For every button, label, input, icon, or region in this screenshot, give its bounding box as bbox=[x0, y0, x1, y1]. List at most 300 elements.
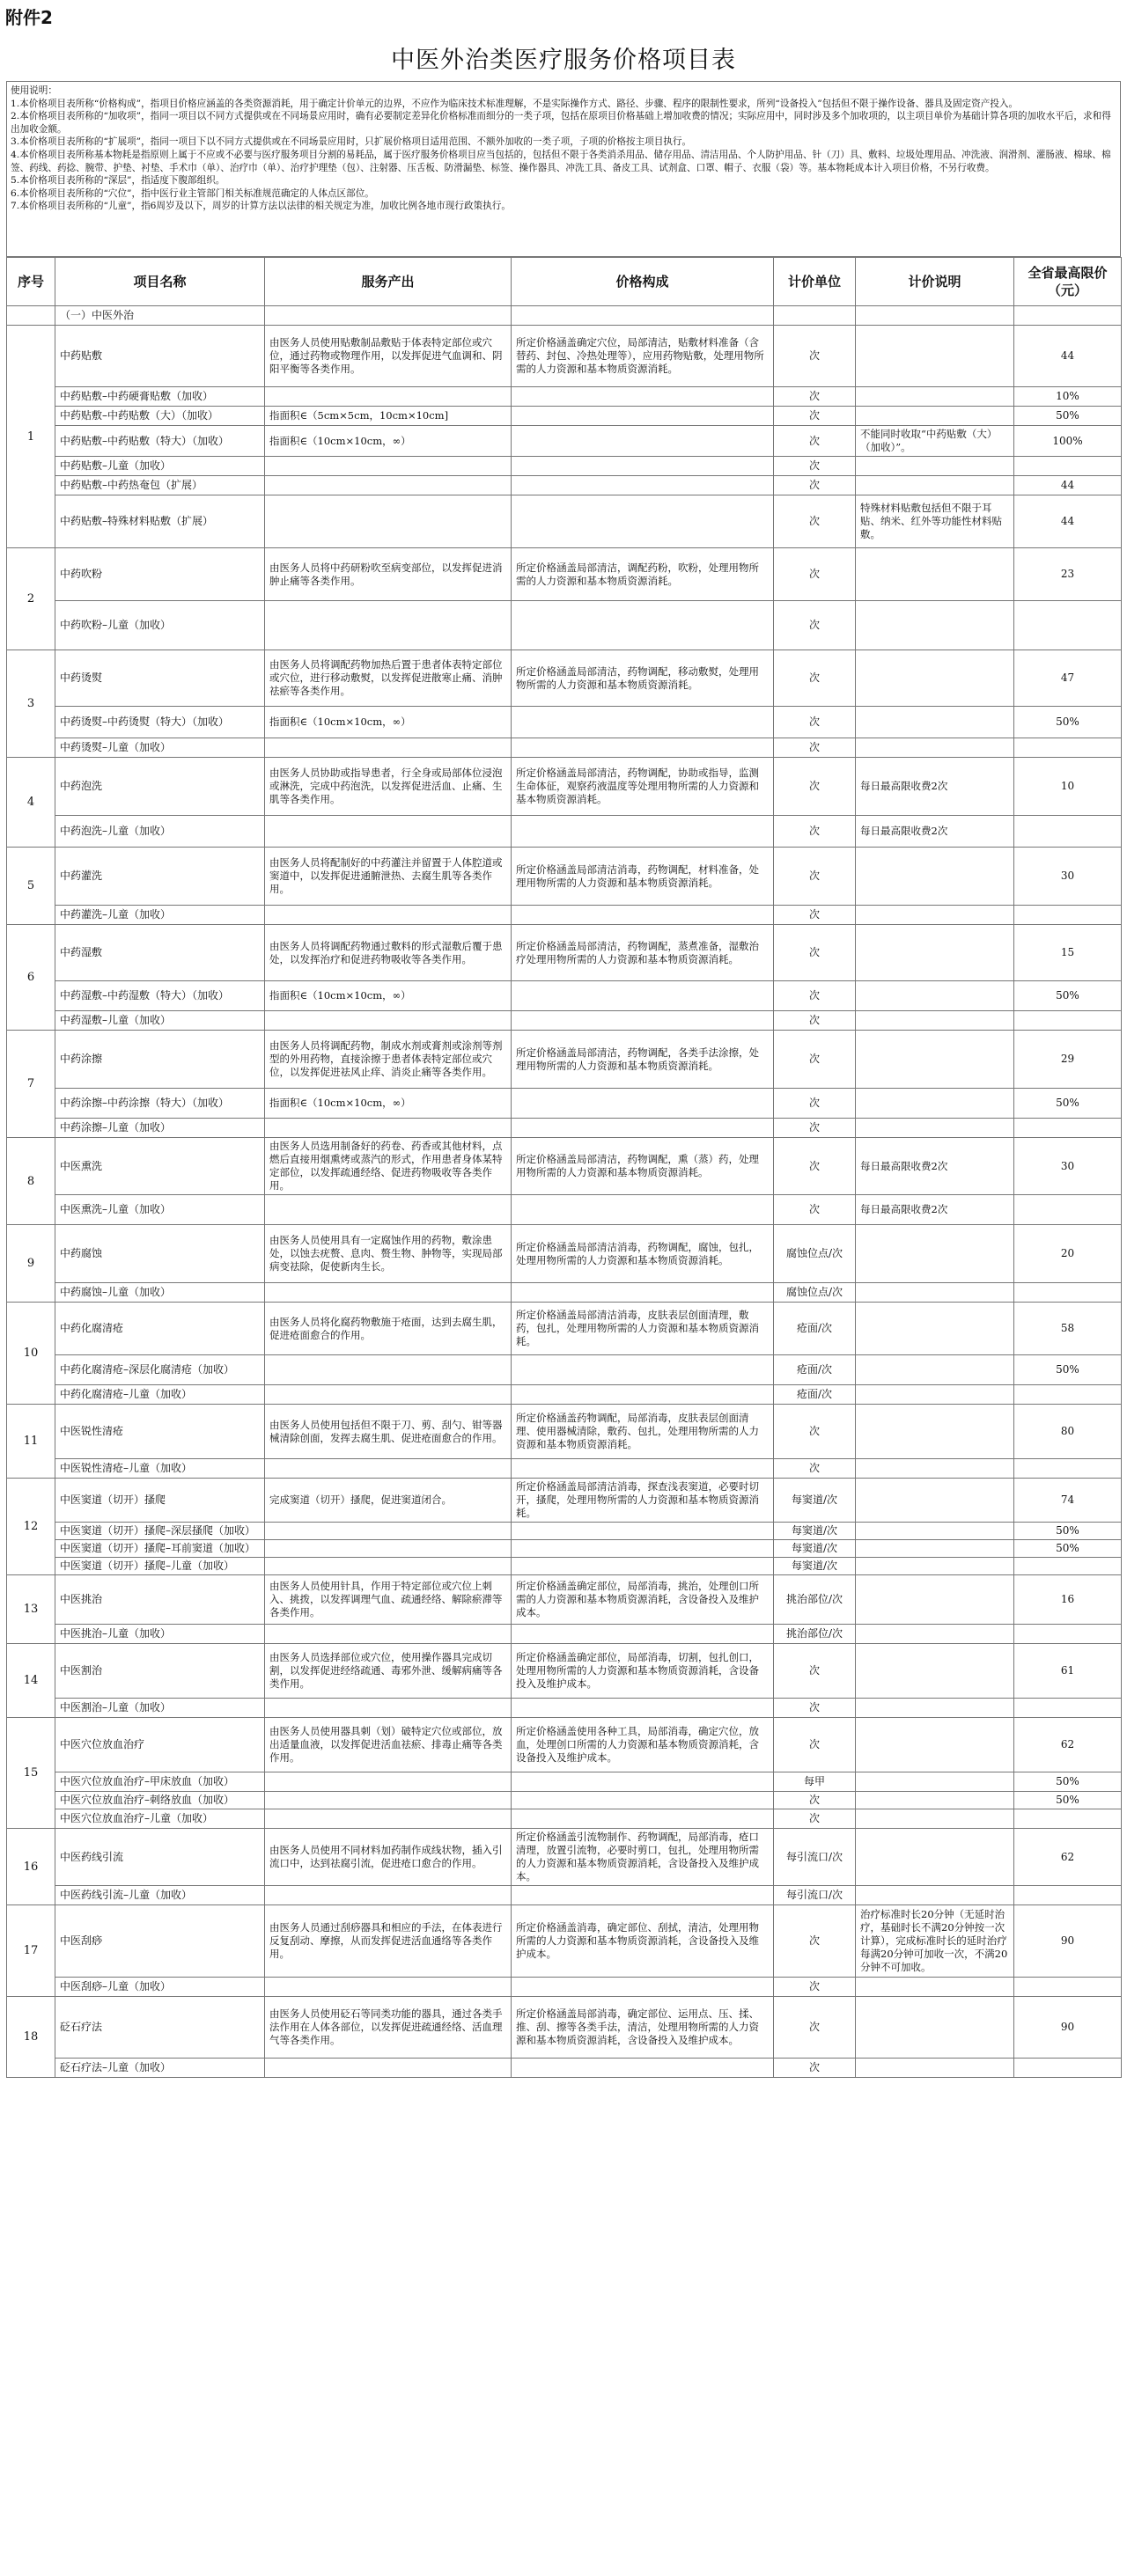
price-composition bbox=[512, 816, 774, 848]
table-row bbox=[7, 906, 1122, 925]
service-output bbox=[265, 387, 512, 407]
item-name: 中医刮痧 bbox=[55, 1905, 265, 1978]
pricing-note bbox=[856, 1575, 1014, 1625]
max-price bbox=[1014, 1558, 1122, 1575]
price-composition bbox=[512, 1195, 774, 1225]
pricing-note bbox=[856, 1978, 1014, 1997]
table-row bbox=[7, 925, 1122, 981]
item-seq: 2 bbox=[7, 548, 55, 650]
service-output: 由医务人员使用砭石等同类功能的器具，通过各类手法作用在人体各部位，以发挥促进疏通经络、活血理气等各类作用。 bbox=[265, 1997, 512, 2059]
table-row bbox=[7, 1283, 1122, 1303]
item-name: 中药湿敷 bbox=[55, 925, 265, 981]
item-name: 中医窦道（切开）搔爬 bbox=[55, 1479, 265, 1523]
max-price: 58 bbox=[1014, 1303, 1122, 1355]
pricing-note bbox=[856, 407, 1014, 426]
pricing-note bbox=[856, 1558, 1014, 1575]
pricing-unit: 次 bbox=[774, 1031, 856, 1089]
table-row bbox=[7, 1011, 1122, 1031]
item-seq: 7 bbox=[7, 1031, 55, 1138]
pricing-note bbox=[856, 387, 1014, 407]
max-price: 16 bbox=[1014, 1575, 1122, 1625]
pricing-note bbox=[856, 1119, 1014, 1138]
table-row bbox=[7, 1978, 1122, 1997]
pricing-unit: 次 bbox=[774, 476, 856, 495]
max-price bbox=[1014, 1195, 1122, 1225]
table-row bbox=[7, 1772, 1122, 1792]
item-name: 中药泡洗 bbox=[55, 758, 265, 816]
max-price: 50% bbox=[1014, 981, 1122, 1011]
item-seq: 13 bbox=[7, 1575, 55, 1644]
pricing-note: 特殊材料贴敷包括但不限于耳贴、纳米、红外等功能性材料贴敷。 bbox=[856, 495, 1014, 548]
pricing-note bbox=[856, 548, 1014, 601]
item-seq: 16 bbox=[7, 1829, 55, 1905]
max-price: 10% bbox=[1014, 387, 1122, 407]
pricing-note bbox=[856, 738, 1014, 758]
max-price bbox=[1014, 1011, 1122, 1031]
item-seq: 14 bbox=[7, 1644, 55, 1718]
price-composition: 所定价格涵盖局部清洁消毒，药物调配，材料准备，处理用物所需的人力资源和基本物质资源消耗。 bbox=[512, 848, 774, 906]
item-name: 中医穴位放血治疗 bbox=[55, 1718, 265, 1772]
note-line: 4.本价格项目表所称基本物耗是指原则上属于不应或不必要与医疗服务项目分割的易耗品，属于医疗服务价格项目应当包括的，包括但不限于各类消杀用品、储存用品、清洁用品、个人防护用品、针（刀）具、敷料、垃圾处理用品、冲洗液、润滑剂、灌肠液、棉球、棉签、药线、药捻、腕带、护垫、衬垫、手术巾（单）、治疗巾（单）、治疗护理垫（包）、注射器、压舌板、防滑漏垫、标签、操作器具、冲洗工具、备皮工具、试剂盒、口罩、帽子、衣服（袋）等。基本物耗成本计入项目价格，不另行收费。 bbox=[11, 149, 1111, 173]
pricing-unit: 疮面/次 bbox=[774, 1303, 856, 1355]
price-composition: 所定价格涵盖局部清洁，调配药粉，吹粉，处理用物所需的人力资源和基本物质资源消耗。 bbox=[512, 548, 774, 601]
service-output: 指面积∈（5cm×5cm，10cm×10cm] bbox=[265, 407, 512, 426]
item-name: 中医窦道（切开）搔爬–耳前窦道（加收） bbox=[55, 1540, 265, 1558]
service-output bbox=[265, 495, 512, 548]
max-price bbox=[1014, 816, 1122, 848]
service-output: 指面积∈（10cm×10cm，∞） bbox=[265, 1089, 512, 1119]
service-output: 指面积∈（10cm×10cm，∞） bbox=[265, 426, 512, 457]
max-price: 20 bbox=[1014, 1225, 1122, 1283]
table-row bbox=[7, 1558, 1122, 1575]
pricing-unit: 次 bbox=[774, 848, 856, 906]
header-price: 全省最高限价（元） bbox=[1014, 258, 1122, 306]
service-output: 由医务人员将调配药物加热后置于患者体表特定部位或穴位，进行移动敷熨，以发挥促进散寒止痛、消肿祛瘀等各类作用。 bbox=[265, 650, 512, 707]
pricing-unit: 次 bbox=[774, 1997, 856, 2059]
item-name: 中药贴敷–特殊材料贴敷（扩展） bbox=[55, 495, 265, 548]
item-name: 中药贴敷–儿童（加收） bbox=[55, 457, 265, 476]
item-seq: 8 bbox=[7, 1138, 55, 1225]
item-name: 中药灌洗–儿童（加收） bbox=[55, 906, 265, 925]
max-price: 10 bbox=[1014, 758, 1122, 816]
price-composition bbox=[512, 1011, 774, 1031]
item-name: 中药涂擦–儿童（加收） bbox=[55, 1119, 265, 1138]
item-name: 中医穴位放血治疗–刺络放血（加收） bbox=[55, 1792, 265, 1809]
pricing-unit: 次 bbox=[774, 1644, 856, 1699]
pricing-unit: 次 bbox=[774, 548, 856, 601]
note-line: 5.本价格项目表所称的“深层”，指适度下腹部组织。 bbox=[11, 175, 225, 187]
max-price bbox=[1014, 1699, 1122, 1718]
price-composition bbox=[512, 601, 774, 650]
max-price: 90 bbox=[1014, 1997, 1122, 2059]
pricing-unit: 次 bbox=[774, 407, 856, 426]
pricing-note bbox=[856, 601, 1014, 650]
table-row bbox=[7, 1385, 1122, 1405]
item-name: 中药腐蚀–儿童（加收） bbox=[55, 1283, 265, 1303]
item-name: 中药贴敷–中药贴敷（特大）（加收） bbox=[55, 426, 265, 457]
max-price: 50% bbox=[1014, 1792, 1122, 1809]
max-price bbox=[1014, 906, 1122, 925]
pricing-unit: 次 bbox=[774, 1809, 856, 1829]
max-price: 44 bbox=[1014, 326, 1122, 387]
item-name: 中药吹粉–儿童（加收） bbox=[55, 601, 265, 650]
pricing-unit: 次 bbox=[774, 707, 856, 738]
attachment-label: 附件2 bbox=[5, 7, 53, 28]
header-cost: 价格构成 bbox=[512, 258, 774, 306]
pricing-unit: 疮面/次 bbox=[774, 1355, 856, 1385]
service-output bbox=[265, 1540, 512, 1558]
pricing-note bbox=[856, 650, 1014, 707]
table-row bbox=[7, 601, 1122, 650]
max-price: 80 bbox=[1014, 1405, 1122, 1459]
service-output: 由医务人员选用制备好的药卷、药香或其他材料，点燃后直接用烟熏烤或蒸汽的形式，作用患者身体某特定部位，以发挥疏通经络、促进药物吸收等各类作用。 bbox=[265, 1138, 512, 1195]
item-name: 中药涂擦 bbox=[55, 1031, 265, 1089]
service-output bbox=[265, 1283, 512, 1303]
table-row bbox=[7, 1540, 1122, 1558]
price-composition: 所定价格涵盖使用各种工具，局部消毒，确定穴位，放血，处理创口所需的人力资源和基本物质资源消耗，含设备投入及维护成本。 bbox=[512, 1718, 774, 1772]
pricing-note bbox=[856, 1303, 1014, 1355]
item-name: 中药湿敷–中药湿敷（特大）（加收） bbox=[55, 981, 265, 1011]
price-composition: 所定价格涵盖确定部位，局部消毒，挑治，处理创口所需的人力资源和基本物质资源消耗，含设备投入及维护成本。 bbox=[512, 1575, 774, 1625]
max-price: 50% bbox=[1014, 1089, 1122, 1119]
table-row bbox=[7, 476, 1122, 495]
item-name: 中医药线引流–儿童（加收） bbox=[55, 1886, 265, 1905]
max-price bbox=[1014, 1119, 1122, 1138]
service-output: 由医务人员使用不同材料加药制作成线状物，插入引流口中，达到祛腐引流，促进疮口愈合的作用。 bbox=[265, 1829, 512, 1886]
price-composition: 所定价格涵盖局部清洁，药物调配，蒸煮准备，湿敷治疗处理用物所需的人力资源和基本物质资源消耗。 bbox=[512, 925, 774, 981]
table-row bbox=[7, 816, 1122, 848]
max-price bbox=[1014, 457, 1122, 476]
pricing-note bbox=[856, 1089, 1014, 1119]
price-composition bbox=[512, 1699, 774, 1718]
item-name: 中医熏洗 bbox=[55, 1138, 265, 1195]
header-name: 项目名称 bbox=[55, 258, 265, 306]
price-composition: 所定价格涵盖局部清洁，药物调配，熏（蒸）药，处理用物所需的人力资源和基本物质资源消耗。 bbox=[512, 1138, 774, 1195]
item-seq: 11 bbox=[7, 1405, 55, 1479]
table-row bbox=[7, 1699, 1122, 1718]
item-seq: 12 bbox=[7, 1479, 55, 1575]
price-composition: 所定价格涵盖局部消毒，确定部位、运用点、压、揉、推、刮、擦等各类手法，清洁，处理用物所需的人力资源和基本物质资源消耗，含设备投入及维护成本。 bbox=[512, 1997, 774, 2059]
pricing-unit: 次 bbox=[774, 1405, 856, 1459]
table-row bbox=[7, 1905, 1122, 1978]
price-composition: 所定价格涵盖局部清洁消毒，探查浅表窦道，必要时切开，搔爬，处理用物所需的人力资源和基本物质资源消耗。 bbox=[512, 1479, 774, 1523]
price-composition bbox=[512, 738, 774, 758]
service-output bbox=[265, 1385, 512, 1405]
pricing-unit: 次 bbox=[774, 1195, 856, 1225]
item-name: 中药贴敷–中药热奄包（扩展） bbox=[55, 476, 265, 495]
service-output bbox=[265, 476, 512, 495]
table-row bbox=[7, 1829, 1122, 1886]
pricing-note bbox=[856, 1479, 1014, 1523]
pricing-note bbox=[856, 1829, 1014, 1886]
max-price: 50% bbox=[1014, 1523, 1122, 1540]
table-row bbox=[7, 981, 1122, 1011]
header-seq: 序号 bbox=[7, 258, 55, 306]
pricing-unit: 腐蚀位点/次 bbox=[774, 1225, 856, 1283]
pricing-unit: 次 bbox=[774, 457, 856, 476]
pricing-note bbox=[856, 1699, 1014, 1718]
pricing-note bbox=[856, 906, 1014, 925]
note-line: 6.本价格项目表所称的“穴位”，指中医行业主管部门相关标准规范确定的人体点区部位。 bbox=[11, 187, 374, 199]
price-composition bbox=[512, 1978, 774, 1997]
pricing-unit: 次 bbox=[774, 1699, 856, 1718]
service-output bbox=[265, 1978, 512, 1997]
table-row bbox=[7, 650, 1122, 707]
max-price: 90 bbox=[1014, 1905, 1122, 1978]
pricing-note bbox=[856, 1459, 1014, 1479]
service-output: 由医务人员使用具有一定腐蚀作用的药物，敷涂患处，以蚀去疣赘、息肉、赘生物、肿物等，实现局部病变祛除，促使新肉生长。 bbox=[265, 1225, 512, 1283]
pricing-unit: 次 bbox=[774, 1978, 856, 1997]
pricing-unit: 次 bbox=[774, 601, 856, 650]
header-output: 服务产出 bbox=[265, 258, 512, 306]
max-price: 30 bbox=[1014, 1138, 1122, 1195]
item-name: 中医窦道（切开）搔爬–儿童（加收） bbox=[55, 1558, 265, 1575]
price-composition: 所定价格涵盖药物调配，局部消毒，皮肤表层创面清理、使用器械清除，敷药、包扎，处理用物所需的人力资源和基本物质资源消耗。 bbox=[512, 1405, 774, 1459]
table-row bbox=[7, 407, 1122, 426]
item-name: 中药涂擦–中药涂擦（特大）（加收） bbox=[55, 1089, 265, 1119]
item-name: 中医窦道（切开）搔爬–深层搔爬（加收） bbox=[55, 1523, 265, 1540]
max-price: 44 bbox=[1014, 495, 1122, 548]
pricing-note bbox=[856, 1283, 1014, 1303]
price-composition bbox=[512, 1283, 774, 1303]
max-price: 61 bbox=[1014, 1644, 1122, 1699]
price-composition bbox=[512, 407, 774, 426]
pricing-note bbox=[856, 1225, 1014, 1283]
pricing-unit: 每引流口/次 bbox=[774, 1829, 856, 1886]
max-price bbox=[1014, 1978, 1122, 1997]
max-price: 62 bbox=[1014, 1829, 1122, 1886]
pricing-unit: 次 bbox=[774, 495, 856, 548]
service-output: 由医务人员使用贴敷制品敷贴于体表特定部位或穴位，通过药物或物理作用，以发挥促进气血调和、阴阳平衡等各类作用。 bbox=[265, 326, 512, 387]
service-output bbox=[265, 1809, 512, 1829]
table-row bbox=[7, 1459, 1122, 1479]
table-row bbox=[7, 758, 1122, 816]
max-price bbox=[1014, 1459, 1122, 1479]
pricing-note: 每日最高限收费2次 bbox=[856, 758, 1014, 816]
pricing-unit: 挑治部位/次 bbox=[774, 1575, 856, 1625]
max-price: 44 bbox=[1014, 476, 1122, 495]
table-row bbox=[7, 738, 1122, 758]
service-output: 由医务人员协助或指导患者，行全身或局部体位浸泡或淋洗，完成中药泡洗，以发挥促进活血、止痛、生肌等各类作用。 bbox=[265, 758, 512, 816]
service-output bbox=[265, 1459, 512, 1479]
pricing-unit: 次 bbox=[774, 1119, 856, 1138]
pricing-unit: 每窦道/次 bbox=[774, 1558, 856, 1575]
item-seq: 17 bbox=[7, 1905, 55, 1997]
pricing-note bbox=[856, 1809, 1014, 1829]
note-line: 2.本价格项目表所称的“加收项”，指同一项目以不同方式提供或在不同场景应用时，确有必要制定差异化价格标准而细分的一类子项，包括在原项目价格基础上增加收费的情况；实际应用中，同时涉及多个加收项的，以主项目单价为基础计算各项的加收水平后，求和得出加收金额。 bbox=[11, 111, 1111, 135]
price-composition: 所定价格涵盖局部清洁消毒，药物调配，腐蚀，包扎，处理用物所需的人力资源和基本物质资源消耗。 bbox=[512, 1225, 774, 1283]
document-title: 中医外治类医疗服务价格项目表 bbox=[391, 47, 736, 74]
header-note: 计价说明 bbox=[856, 258, 1014, 306]
pricing-unit: 每窦道/次 bbox=[774, 1479, 856, 1523]
price-composition bbox=[512, 1625, 774, 1644]
max-price: 50% bbox=[1014, 1772, 1122, 1792]
pricing-note bbox=[856, 1355, 1014, 1385]
max-price bbox=[1014, 1886, 1122, 1905]
price-composition bbox=[512, 2059, 774, 2078]
pricing-unit: 疮面/次 bbox=[774, 1385, 856, 1405]
service-output bbox=[265, 1772, 512, 1792]
pricing-unit: 次 bbox=[774, 326, 856, 387]
table-row bbox=[7, 1479, 1122, 1523]
usage-notes bbox=[6, 81, 1121, 257]
price-composition bbox=[512, 1523, 774, 1540]
table-row bbox=[7, 848, 1122, 906]
max-price bbox=[1014, 601, 1122, 650]
max-price bbox=[1014, 1625, 1122, 1644]
price-composition bbox=[512, 1385, 774, 1405]
max-price: 47 bbox=[1014, 650, 1122, 707]
item-name: 中药贴敷–中药硬膏贴敷（加收） bbox=[55, 387, 265, 407]
service-output bbox=[265, 1119, 512, 1138]
service-output: 由医务人员将配制好的中药灌注并留置于人体腔道或窦道中，以发挥促进通腑泄热、去腐生肌等各类作用。 bbox=[265, 848, 512, 906]
max-price bbox=[1014, 1283, 1122, 1303]
table-row bbox=[7, 1355, 1122, 1385]
pricing-unit: 每窦道/次 bbox=[774, 1523, 856, 1540]
pricing-note bbox=[856, 1031, 1014, 1089]
service-output: 由医务人员使用包括但不限于刀、剪、刮勺、钳等器械清除创面，发挥去腐生肌、促进疮面愈合的作用。 bbox=[265, 1405, 512, 1459]
pricing-note bbox=[856, 1886, 1014, 1905]
max-price: 50% bbox=[1014, 1355, 1122, 1385]
item-name: 中药泡洗–儿童（加收） bbox=[55, 816, 265, 848]
price-composition bbox=[512, 1355, 774, 1385]
price-composition bbox=[512, 495, 774, 548]
table-row bbox=[7, 387, 1122, 407]
service-output bbox=[265, 601, 512, 650]
price-composition: 所定价格涵盖引流物制作、药物调配，局部消毒，疮口清理，放置引流物，必要时剪口，包扎，处理用物所需的人力资源和基本物质资源消耗，含设备投入及维护成本。 bbox=[512, 1829, 774, 1886]
pricing-note bbox=[856, 1011, 1014, 1031]
item-name: 中药烫熨–中药烫熨（特大）（加收） bbox=[55, 707, 265, 738]
pricing-unit: 次 bbox=[774, 981, 856, 1011]
service-output: 由医务人员将中药研粉吹至病变部位，以发挥促进消肿止痛等各类作用。 bbox=[265, 548, 512, 601]
item-name: 中药灌洗 bbox=[55, 848, 265, 906]
table-row bbox=[7, 1625, 1122, 1644]
price-composition: 所定价格涵盖局部清洁，药物调配，各类手法涂擦，处理用物所需的人力资源和基本物质资源消耗。 bbox=[512, 1031, 774, 1089]
pricing-note bbox=[856, 1405, 1014, 1459]
table-row bbox=[7, 548, 1122, 601]
price-composition bbox=[512, 1459, 774, 1479]
table-row bbox=[7, 1575, 1122, 1625]
table-header-row bbox=[7, 258, 1122, 306]
service-output bbox=[265, 816, 512, 848]
service-output bbox=[265, 1625, 512, 1644]
max-price: 15 bbox=[1014, 925, 1122, 981]
pricing-note bbox=[856, 1385, 1014, 1405]
item-name: 中药烫熨–儿童（加收） bbox=[55, 738, 265, 758]
pricing-unit: 次 bbox=[774, 758, 856, 816]
item-seq: 3 bbox=[7, 650, 55, 758]
table-row bbox=[7, 1303, 1122, 1355]
table-row bbox=[7, 1718, 1122, 1772]
item-name: 中药化腐清疮 bbox=[55, 1303, 265, 1355]
table-row bbox=[7, 495, 1122, 548]
table-row bbox=[7, 1792, 1122, 1809]
pricing-note bbox=[856, 848, 1014, 906]
item-name: 中医穴位放血治疗–儿童（加收） bbox=[55, 1809, 265, 1829]
note-line: 7.本价格项目表所称的“儿童”，指6周岁及以下，周岁的计算方法以法律的相关规定为准，加收比例各地市现行政策执行。 bbox=[11, 201, 511, 212]
service-output bbox=[265, 1355, 512, 1385]
pricing-note bbox=[856, 2059, 1014, 2078]
table-row bbox=[7, 1644, 1122, 1699]
pricing-unit: 每窦道/次 bbox=[774, 1540, 856, 1558]
service-output: 由医务人员使用针具，作用于特定部位或穴位上刺入、挑拨，以发挥调理气血、疏通经络、解除瘀滞等各类作用。 bbox=[265, 1575, 512, 1625]
table-row bbox=[7, 1997, 1122, 2059]
service-output: 指面积∈（10cm×10cm，∞） bbox=[265, 707, 512, 738]
notes-heading: 使用说明： bbox=[11, 85, 57, 96]
pricing-note bbox=[856, 925, 1014, 981]
pricing-note bbox=[856, 1523, 1014, 1540]
pricing-unit: 每甲 bbox=[774, 1772, 856, 1792]
pricing-note bbox=[856, 1772, 1014, 1792]
price-composition: 所定价格涵盖确定穴位，局部清洁，贴敷材料准备（含替药、封包、冷热处理等），应用药物贴敷，处理用物所需的人力资源和基本物质资源消耗。 bbox=[512, 326, 774, 387]
pricing-unit: 腐蚀位点/次 bbox=[774, 1283, 856, 1303]
service-output bbox=[265, 1523, 512, 1540]
item-name: 中医熏洗–儿童（加收） bbox=[55, 1195, 265, 1225]
pricing-note bbox=[856, 457, 1014, 476]
pricing-unit: 次 bbox=[774, 906, 856, 925]
table-row bbox=[7, 1225, 1122, 1283]
item-name: 中医锐性清疮 bbox=[55, 1405, 265, 1459]
price-composition bbox=[512, 1119, 774, 1138]
table-row bbox=[7, 1119, 1122, 1138]
table-row bbox=[7, 2059, 1122, 2078]
service-output: 指面积∈（10cm×10cm，∞） bbox=[265, 981, 512, 1011]
price-composition bbox=[512, 1089, 774, 1119]
service-output bbox=[265, 738, 512, 758]
service-output bbox=[265, 906, 512, 925]
item-seq: 18 bbox=[7, 1997, 55, 2078]
price-composition bbox=[512, 1540, 774, 1558]
service-output: 由医务人员将化腐药物敷施于疮面，达到去腐生肌，促进疮面愈合的作用。 bbox=[265, 1303, 512, 1355]
item-name: 中医穴位放血治疗–甲床放血（加收） bbox=[55, 1772, 265, 1792]
pricing-unit: 次 bbox=[774, 650, 856, 707]
pricing-note bbox=[856, 707, 1014, 738]
service-output: 完成窦道（切开）搔爬，促进窦道闭合。 bbox=[265, 1479, 512, 1523]
pricing-note: 不能同时收取“中药贴敷（大）（加收）”。 bbox=[856, 426, 1014, 457]
price-composition bbox=[512, 906, 774, 925]
service-output: 由医务人员通过刮痧器具和相应的手法，在体表进行反复刮动、摩擦，从而发挥促进活血通络等各类作用。 bbox=[265, 1905, 512, 1978]
price-composition: 所定价格涵盖局部清洁，药物调配，协助或指导，监测生命体征，观察药液温度等处理用物所需的人力资源和基本物质资源消耗。 bbox=[512, 758, 774, 816]
service-output: 由医务人员使用器具刺（划）破特定穴位或部位，放出适量血液，以发挥促进活血祛瘀、排毒止痛等各类作用。 bbox=[265, 1718, 512, 1772]
item-seq: 5 bbox=[7, 848, 55, 925]
item-name: 中医挑治 bbox=[55, 1575, 265, 1625]
pricing-unit: 次 bbox=[774, 1011, 856, 1031]
pricing-note bbox=[856, 326, 1014, 387]
price-composition: 所定价格涵盖消毒，确定部位、刮拭，清洁，处理用物所需的人力资源和基本物质资源消耗，含设备投入及维护成本。 bbox=[512, 1905, 774, 1978]
price-composition: 所定价格涵盖局部清洁消毒，皮肤表层创面清理，敷药，包扎，处理用物所需的人力资源和基本物质资源消耗。 bbox=[512, 1303, 774, 1355]
price-composition bbox=[512, 457, 774, 476]
table-row bbox=[7, 1523, 1122, 1540]
price-composition: 所定价格涵盖确定部位，局部消毒，切割，包扎创口，处理用物所需的人力资源和基本物质资源消耗，含设备投入及维护成本。 bbox=[512, 1644, 774, 1699]
table-row bbox=[7, 1089, 1122, 1119]
pricing-unit: 次 bbox=[774, 816, 856, 848]
pricing-unit: 次 bbox=[774, 1089, 856, 1119]
table-row bbox=[7, 1405, 1122, 1459]
max-price bbox=[1014, 1385, 1122, 1405]
note-line: 3.本价格项目表所称的“扩展项”，指同一项目下以不同方式提供或在不同场景应用时，只扩展价格项目适用范围、不额外加收的一类子项，子项的价格按主项目执行。 bbox=[11, 136, 692, 148]
price-composition bbox=[512, 387, 774, 407]
header-unit: 计价单位 bbox=[774, 258, 856, 306]
item-name: 中药贴敷–中药贴敷（大）（加收） bbox=[55, 407, 265, 426]
price-composition bbox=[512, 981, 774, 1011]
pricing-unit: 次 bbox=[774, 738, 856, 758]
max-price bbox=[1014, 738, 1122, 758]
item-name: 中医割治 bbox=[55, 1644, 265, 1699]
item-name: 中药吹粉 bbox=[55, 548, 265, 601]
max-price: 30 bbox=[1014, 848, 1122, 906]
pricing-note bbox=[856, 476, 1014, 495]
price-composition bbox=[512, 1558, 774, 1575]
